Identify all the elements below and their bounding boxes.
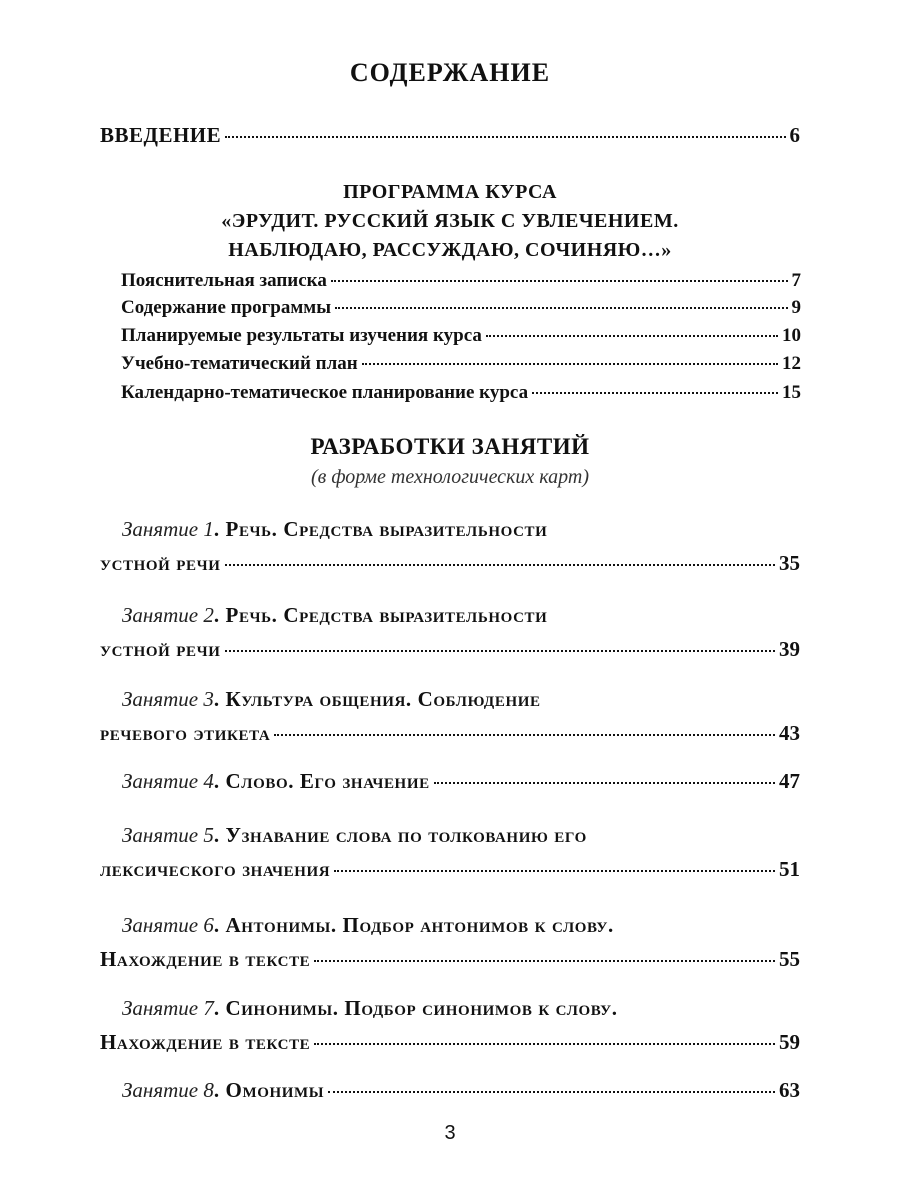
- dot-leader: [314, 1043, 775, 1045]
- lesson-title-line: [100, 514, 800, 544]
- toc-entry-page: 59: [779, 1030, 800, 1054]
- lesson-title: . Речь. Средства выразительности: [213, 517, 548, 541]
- dot-leader: [362, 363, 778, 365]
- dot-leader: [331, 280, 788, 282]
- toc-entry-program-item: [121, 353, 801, 375]
- page-title: СОДЕРЖАНИЕ: [349, 58, 551, 87]
- toc-entry-program-item: [121, 325, 801, 347]
- lesson-title: . Узнавание слова по толкованию его: [213, 823, 587, 847]
- development-heading: РАЗРАБОТКИ ЗАНЯТИЙ: [310, 434, 590, 459]
- lesson-label: Занятие 2: [122, 603, 214, 627]
- lesson-title: . Речь. Средства выразительности: [213, 603, 548, 627]
- lesson-title: . Слово. Его значение: [213, 769, 430, 793]
- program-heading-line: НАБЛЮДАЮ, РАССУЖДАЮ, СОЧИНЯЮ…»: [228, 239, 672, 261]
- toc-entry-text: Календарно-тематическое планирование курса: [121, 382, 529, 403]
- toc-entry-page: 12: [782, 353, 801, 374]
- lesson-continuation-line: [100, 634, 800, 664]
- toc-entry-program-item: [121, 270, 801, 292]
- toc-entry-text: ВВЕДЕНИЕ: [100, 123, 222, 147]
- program-heading: [0, 178, 900, 265]
- lesson-title-continued: лексического значения: [100, 857, 331, 881]
- lesson-title-line: [100, 600, 800, 630]
- dot-leader: [334, 870, 775, 872]
- dot-leader: [225, 564, 775, 566]
- lesson-label: Занятие 7: [122, 996, 214, 1020]
- toc-entry-page: 9: [791, 297, 801, 318]
- program-heading-line: ПРОГРАММА КУРСА: [343, 181, 557, 203]
- toc-entry-page: 43: [779, 721, 800, 745]
- toc-entry-program-item: [121, 382, 801, 404]
- toc-entry-lesson: [100, 1075, 800, 1105]
- dot-leader: [434, 782, 775, 784]
- lesson-title: . Антонимы. Подбор антонимов к слову.: [213, 913, 614, 937]
- development-subheading: (в форме технологических карт): [310, 466, 589, 488]
- lesson-continuation-line: [100, 944, 800, 974]
- toc-entry-introduction: [100, 123, 800, 148]
- toc-entry-lesson: [100, 684, 800, 748]
- toc-entry-page: 47: [779, 769, 800, 793]
- toc-entry-page: 63: [779, 1078, 800, 1102]
- lesson-title-line: [100, 1075, 800, 1105]
- toc-entry-page: 6: [789, 123, 800, 147]
- lesson-title-continued: устной речи: [100, 551, 221, 575]
- toc-entry-lesson: [100, 514, 800, 578]
- toc-entry-lesson: [100, 993, 800, 1057]
- toc-entry-page: 10: [782, 325, 801, 346]
- lesson-title-continued: Нахождение в тексте: [100, 1030, 311, 1054]
- lesson-label: Занятие 4: [122, 769, 214, 793]
- dot-leader: [314, 960, 775, 962]
- toc-entry-page: 15: [782, 382, 801, 403]
- dot-leader: [486, 335, 778, 337]
- lesson-continuation-line: [100, 718, 800, 748]
- dot-leader: [532, 392, 778, 394]
- dot-leader: [225, 650, 775, 652]
- toc-entry-page: 51: [779, 857, 800, 881]
- lesson-continuation-line: [100, 1027, 800, 1057]
- toc-entry-text: Планируемые результаты изучения курса: [121, 325, 482, 346]
- lesson-continuation-line: [100, 854, 800, 884]
- lesson-title: . Культура общения. Соблюдение: [213, 687, 541, 711]
- page-number: 3: [444, 1122, 456, 1144]
- toc-entry-lesson: [100, 600, 800, 664]
- toc-entry-lesson: [100, 820, 800, 884]
- toc-entry-page: 35: [779, 551, 800, 575]
- lesson-title-line: [100, 820, 800, 850]
- toc-entry-lesson: [100, 910, 800, 974]
- lesson-label: Занятие 5: [122, 823, 214, 847]
- toc-entry-text: Содержание программы: [121, 297, 332, 318]
- lesson-title-line: [100, 684, 800, 714]
- lesson-title-line: [100, 910, 800, 940]
- dot-leader: [328, 1091, 775, 1093]
- lesson-label: Занятие 3: [122, 687, 214, 711]
- lesson-title: . Синонимы. Подбор синонимов к слову.: [213, 996, 618, 1020]
- toc-entry-text: Учебно-тематический план: [121, 353, 358, 374]
- dot-leader: [335, 307, 787, 309]
- program-heading-line: «ЭРУДИТ. РУССКИЙ ЯЗЫК С УВЛЕЧЕНИЕМ.: [221, 210, 679, 232]
- toc-entry-page: 39: [779, 637, 800, 661]
- toc-entry-program-item: [121, 297, 801, 319]
- lesson-title-continued: устной речи: [100, 637, 221, 661]
- lesson-title: . Омонимы: [213, 1078, 325, 1102]
- dot-leader: [225, 136, 785, 138]
- toc-entry-lesson: [100, 766, 800, 796]
- toc-entry-text: Пояснительная записка: [121, 270, 327, 291]
- lesson-label: Занятие 6: [122, 913, 214, 937]
- lesson-continuation-line: [100, 548, 800, 578]
- lesson-label: Занятие 8: [122, 1078, 214, 1102]
- lesson-label: Занятие 1: [122, 517, 214, 541]
- lesson-title-line: [100, 766, 800, 796]
- dot-leader: [274, 734, 775, 736]
- lesson-title-continued: речевого этикета: [100, 721, 271, 745]
- lesson-title-continued: Нахождение в тексте: [100, 947, 311, 971]
- toc-entry-page: 7: [791, 270, 801, 291]
- lesson-title-line: [100, 993, 800, 1023]
- toc-entry-page: 55: [779, 947, 800, 971]
